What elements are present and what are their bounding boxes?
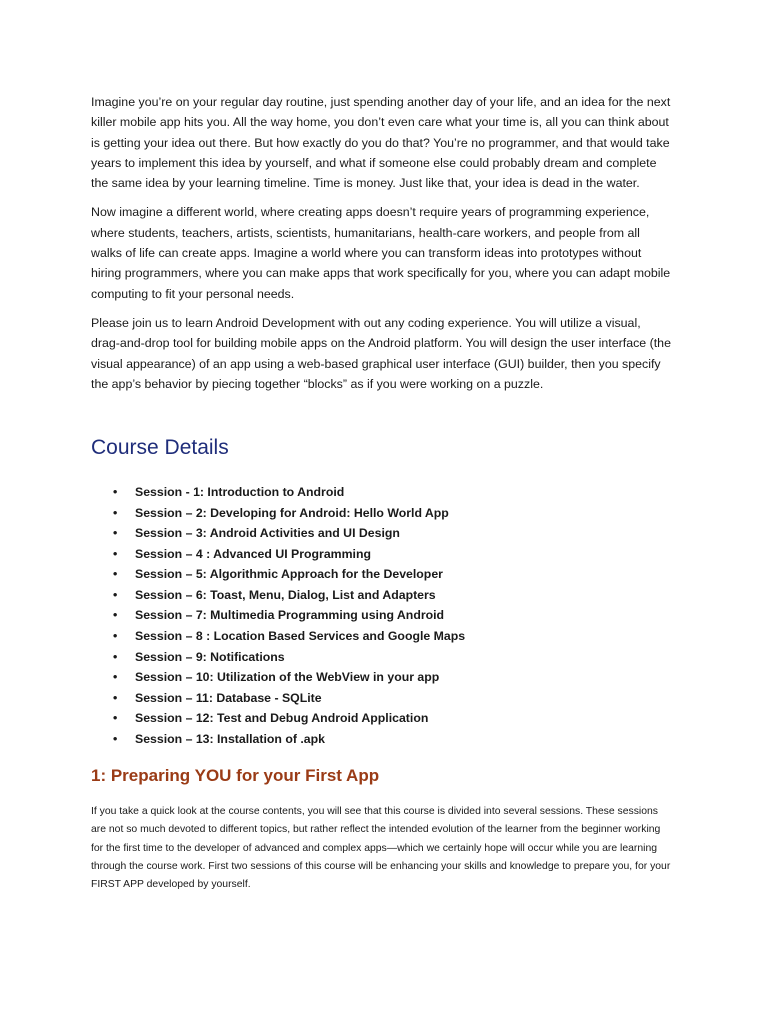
session-label: Session – 7: Multimedia Programming using Android [135,608,445,623]
bullet-icon: • [113,690,118,705]
document-page [91,92,671,894]
course-details-heading: Course Details [91,436,229,460]
session-label: Session - 1: Introduction to Android [135,485,345,500]
session-label: Session – 8 : Location Based Services and Google Maps [135,628,466,643]
list-item [91,605,671,626]
list-item [91,482,671,503]
bullet-icon: • [113,649,118,664]
section-1-heading: 1: Preparing YOU for your First App [91,766,380,786]
bullet-icon: • [113,587,118,602]
session-label: Session – 6: Toast, Menu, Dialog, List and Adapters [135,587,436,602]
intro-paragraph-1: Imagine you’re on your regular day routine, just spending another day of your life, and an idea for the next killer mobile app hits you. All the way home, you don’t even care what your time is, all you can think about is getting your idea out there. But how exactly do you do that? You’re no programmer, and that would take years to implement this idea by yourself, and what if someone else could probably dream and complete the same idea by your learning timeline. Time is money. Just like that, your idea is dead in the water. [91,95,671,191]
bullet-icon: • [113,546,118,561]
bullet-icon: • [113,505,118,520]
session-label: Session – 12: Test and Debug Android Application [135,711,429,726]
list-item [91,503,671,524]
session-label: Session – 13: Installation of .apk [135,731,325,746]
session-label: Session – 4 : Advanced UI Programming [135,546,371,561]
intro-paragraph-2: Now imagine a different world, where creating apps doesn’t require years of programming experience, where students, teachers, artists, scientists, humanitarians, health-care workers, and people from all walks of life can create apps. Imagine a world where you can transform ideas into prototypes without hiring programmers, where you can make apps that work specifically for you, where you can adapt mobile computing to fit your personal needs. [91,205,671,301]
bullet-icon: • [113,485,118,500]
bullet-icon: • [113,567,118,582]
bullet-icon: • [113,670,118,685]
bullet-icon: • [113,731,118,746]
list-item [91,523,671,544]
section-1-paragraph: If you take a quick look at the course contents, you will see that this course is divided into several sessions. These sessions are not so much devoted to different topics, but rather reflect the intended evolution of the learner from the beginner working for the first time to the developer of advanced and complex apps—which we certainly hope will occur while you are learning through the course work. First two sessions of this course will be enhancing your skills and knowledge to prepare you, for your FIRST APP developed by yourself. [91,806,671,891]
list-item [91,626,671,647]
bullet-icon: • [113,608,118,623]
bullet-icon: • [113,628,118,643]
session-label: Session – 10: Utilization of the WebView in your app [135,670,440,685]
session-label: Session – 2: Developing for Android: Hello World App [135,505,449,520]
list-item [91,729,671,750]
list-item [91,667,671,688]
session-list [91,482,671,749]
list-item [91,544,671,565]
list-item [91,647,671,668]
session-label: Session – 11: Database - SQLite [135,690,322,705]
bullet-icon: • [113,711,118,726]
session-label: Session – 3: Android Activities and UI Design [135,526,400,541]
session-label: Session – 5: Algorithmic Approach for the Developer [135,567,443,582]
list-item [91,708,671,729]
list-item [91,585,671,606]
bullet-icon: • [113,526,118,541]
intro-paragraph-3: Please join us to learn Android Development with out any coding experience. You will utilize a visual, drag-and-drop tool for building mobile apps on the Android platform. You will design the user interface (the visual appearance) of an app using a web-based graphical user interface (GUI) builder, then you specify the app’s behavior by piecing together “blocks” as if you were working on a puzzle. [91,315,671,391]
session-label: Session – 9: Notifications [135,649,285,664]
list-item [91,688,671,709]
list-item [91,564,671,585]
